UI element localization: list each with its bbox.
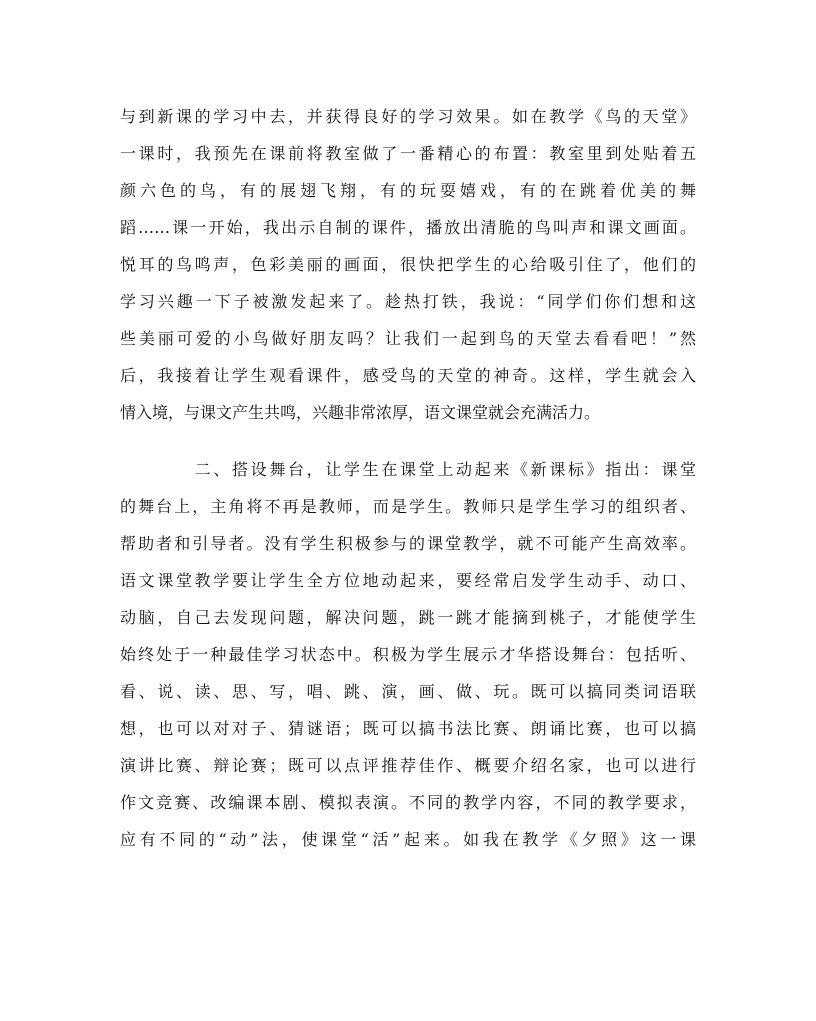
text-line: 情入境，与课文产生共鸣，兴趣非常浓厚，语文课堂就会充满活力。 <box>120 403 601 422</box>
paragraph-2 <box>120 451 696 858</box>
text-line: 与到新课的学习中去，并获得良好的学习效果。如在教学《鸟的天堂》 <box>120 107 696 126</box>
paragraph-gap <box>120 431 696 451</box>
text-line: 学习兴趣一下子被激发起来了。趁热打铁，我说：“同学们你们想和这 <box>120 292 696 311</box>
text-line: 应有不同的“动”法，使课堂“活”起来。如我在教学《夕照》这一课 <box>120 830 696 849</box>
text-line: 始终处于一种最佳学习状态中。积极为学生展示才华搭设舞台：包括听、 <box>120 645 696 664</box>
text-line: 帮助者和引导者。没有学生积极参与的课堂教学，就不可能产生高效率。 <box>120 534 696 553</box>
text-line: 颜六色的鸟，有的展翅飞翔，有的玩耍嬉戏，有的在跳着优美的舞 <box>120 181 696 200</box>
text-line: 作文竞赛、改编课本剧、模拟表演。不同的教学内容，不同的教学要求， <box>120 793 696 812</box>
text-line: 看、说、读、思、写，唱、跳、演，画、做、玩。既可以搞同类词语联 <box>120 682 696 701</box>
text-line: 蹈……课一开始，我出示自制的课件，播放出清脆的鸟叫声和课文画面。 <box>120 218 696 237</box>
text-line: 演讲比赛、辩论赛；既可以点评推荐佳作、概要介绍名家，也可以进行 <box>120 756 696 775</box>
text-line: 一课时，我预先在课前将教室做了一番精心的布置：教室里到处贴着五 <box>120 144 696 163</box>
text-line: 二、搭设舞台，让学生在课堂上动起来《新课标》指出：课堂 <box>120 460 696 479</box>
text-line: 想，也可以对对子、猜谜语；既可以搞书法比赛、朗诵比赛，也可以搞 <box>120 719 696 738</box>
paragraph-1 <box>120 98 696 431</box>
document-body <box>120 98 696 858</box>
text-line: 悦耳的鸟鸣声，色彩美丽的画面，很快把学生的心给吸引住了，他们的 <box>120 255 696 274</box>
text-line: 的舞台上，主角将不再是教师，而是学生。教师只是学生学习的组织者、 <box>120 497 696 516</box>
text-line: 动脑，自己去发现问题，解决问题，跳一跳才能摘到桃子，才能使学生 <box>120 608 696 627</box>
text-line: 语文课堂教学要让学生全方位地动起来，要经常启发学生动手、动口、 <box>120 571 696 590</box>
text-line: 后，我接着让学生观看课件，感受鸟的天堂的神奇。这样，学生就会入 <box>120 366 696 385</box>
text-line: 些美丽可爱的小鸟做好朋友吗？让我们一起到鸟的天堂去看看吧！”然 <box>120 329 696 348</box>
